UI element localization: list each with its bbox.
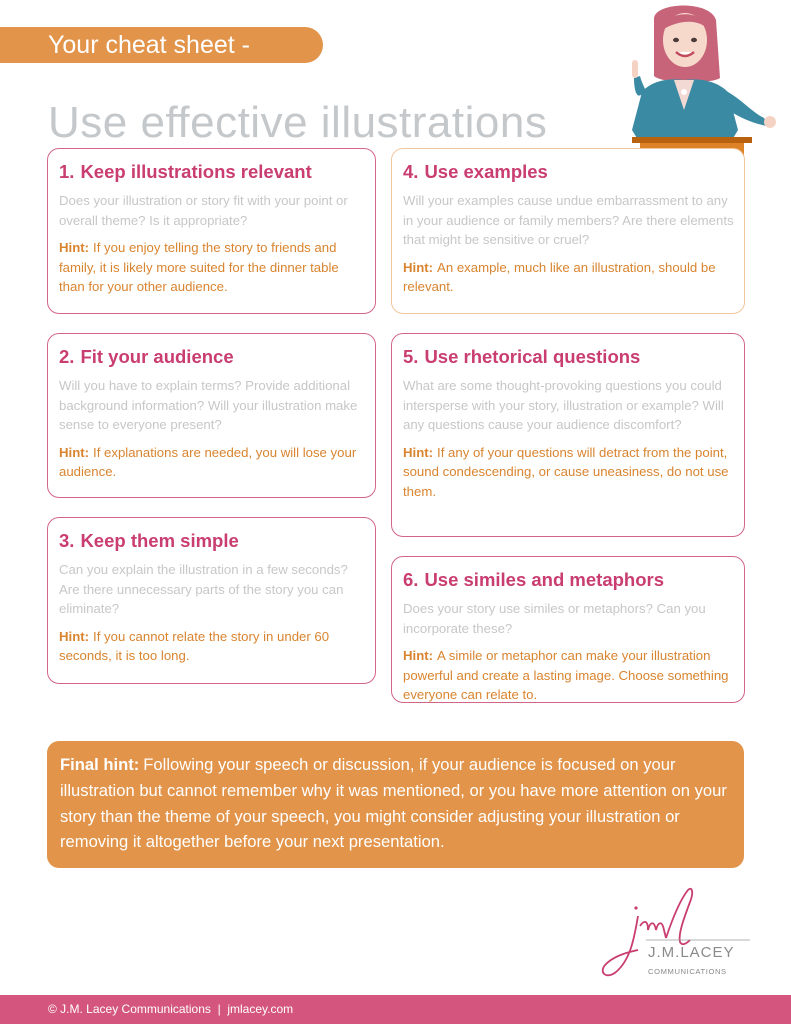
card-question: Will you have to explain terms? Provide additional background information? Will your illustration make sense to everyone present?: [59, 378, 358, 432]
card-title: 4. Use examples: [403, 161, 548, 182]
card-hint: Hint: If you cannot relate the story in under 60 seconds, it is too long.: [59, 628, 330, 663]
header-tag: Your cheat sheet -: [48, 31, 250, 59]
card-title: 5. Use rhetorical questions: [403, 346, 641, 367]
card-question: What are some thought-provoking questions you could intersperse with your story, illustration or example? Will any questions cause your audience discomfort?: [403, 378, 724, 432]
card-hint: Hint: If any of your questions will detract from the point, sound condescending, or cause uneasiness, do not use them.: [403, 444, 729, 499]
card-hint: Hint: If you enjoy telling the story to friends and family, it is likely more suited for the dinner table than for your other audience.: [59, 240, 339, 294]
card-title: 3. Keep them simple: [59, 530, 239, 551]
footer-bar: [0, 995, 791, 1024]
card-keep-illustrations-relevant: [47, 148, 376, 314]
footer-text: © J.M. Lacey Communications | jmlacey.com: [48, 1002, 294, 1016]
card-fit-your-audience: [47, 333, 376, 498]
card-use-similes-and-metaphors: [391, 556, 745, 703]
card-hint: Hint: If explanations are needed, you will lose your audience.: [59, 444, 357, 479]
card-use-rhetorical-questions: [391, 333, 745, 537]
card-question: Will your examples cause undue embarrassment to any in your audience or family members? Are there elements that might be sensitive or cruel?: [403, 193, 734, 247]
page-title: Use effective illustrations: [48, 98, 548, 148]
card-title: 1. Keep illustrations relevant: [59, 161, 312, 182]
card-title: 6. Use similes and metaphors: [403, 569, 664, 590]
final-hint-text: Following your speech or discussion, if your audience is focused on your illustration but cannot remember why it was mentioned, or you have more attention on your story than the theme of your speech, you might consider adjusting your illustration or removing it altogether before your next presentation.: [60, 755, 727, 852]
card-hint: Hint: A simile or metaphor can make your illustration powerful and create a lasting image. Choose something everyone can relate to.: [403, 648, 729, 702]
card-use-examples: [391, 148, 745, 314]
card-question: Does your illustration or story fit with your point or overall theme? Is it appropriate?: [59, 193, 348, 228]
logo-subtitle: COMMUNICATIONS: [648, 967, 727, 976]
card-title: 2. Fit your audience: [59, 346, 234, 367]
card-hint: Hint: An example, much like an illustration, should be relevant.: [403, 259, 716, 294]
card-question: Can you explain the illustration in a few seconds? Are there unnecessary parts of the story you can eliminate?: [59, 562, 348, 616]
logo-name: J.M.LACEY: [648, 944, 735, 961]
final-hint-label: Final hint:: [60, 755, 140, 774]
final-hint-box: [47, 741, 744, 868]
card-keep-them-simple: [47, 517, 376, 684]
card-question: Does your story use similes or metaphors? Can you incorporate these?: [403, 601, 706, 636]
